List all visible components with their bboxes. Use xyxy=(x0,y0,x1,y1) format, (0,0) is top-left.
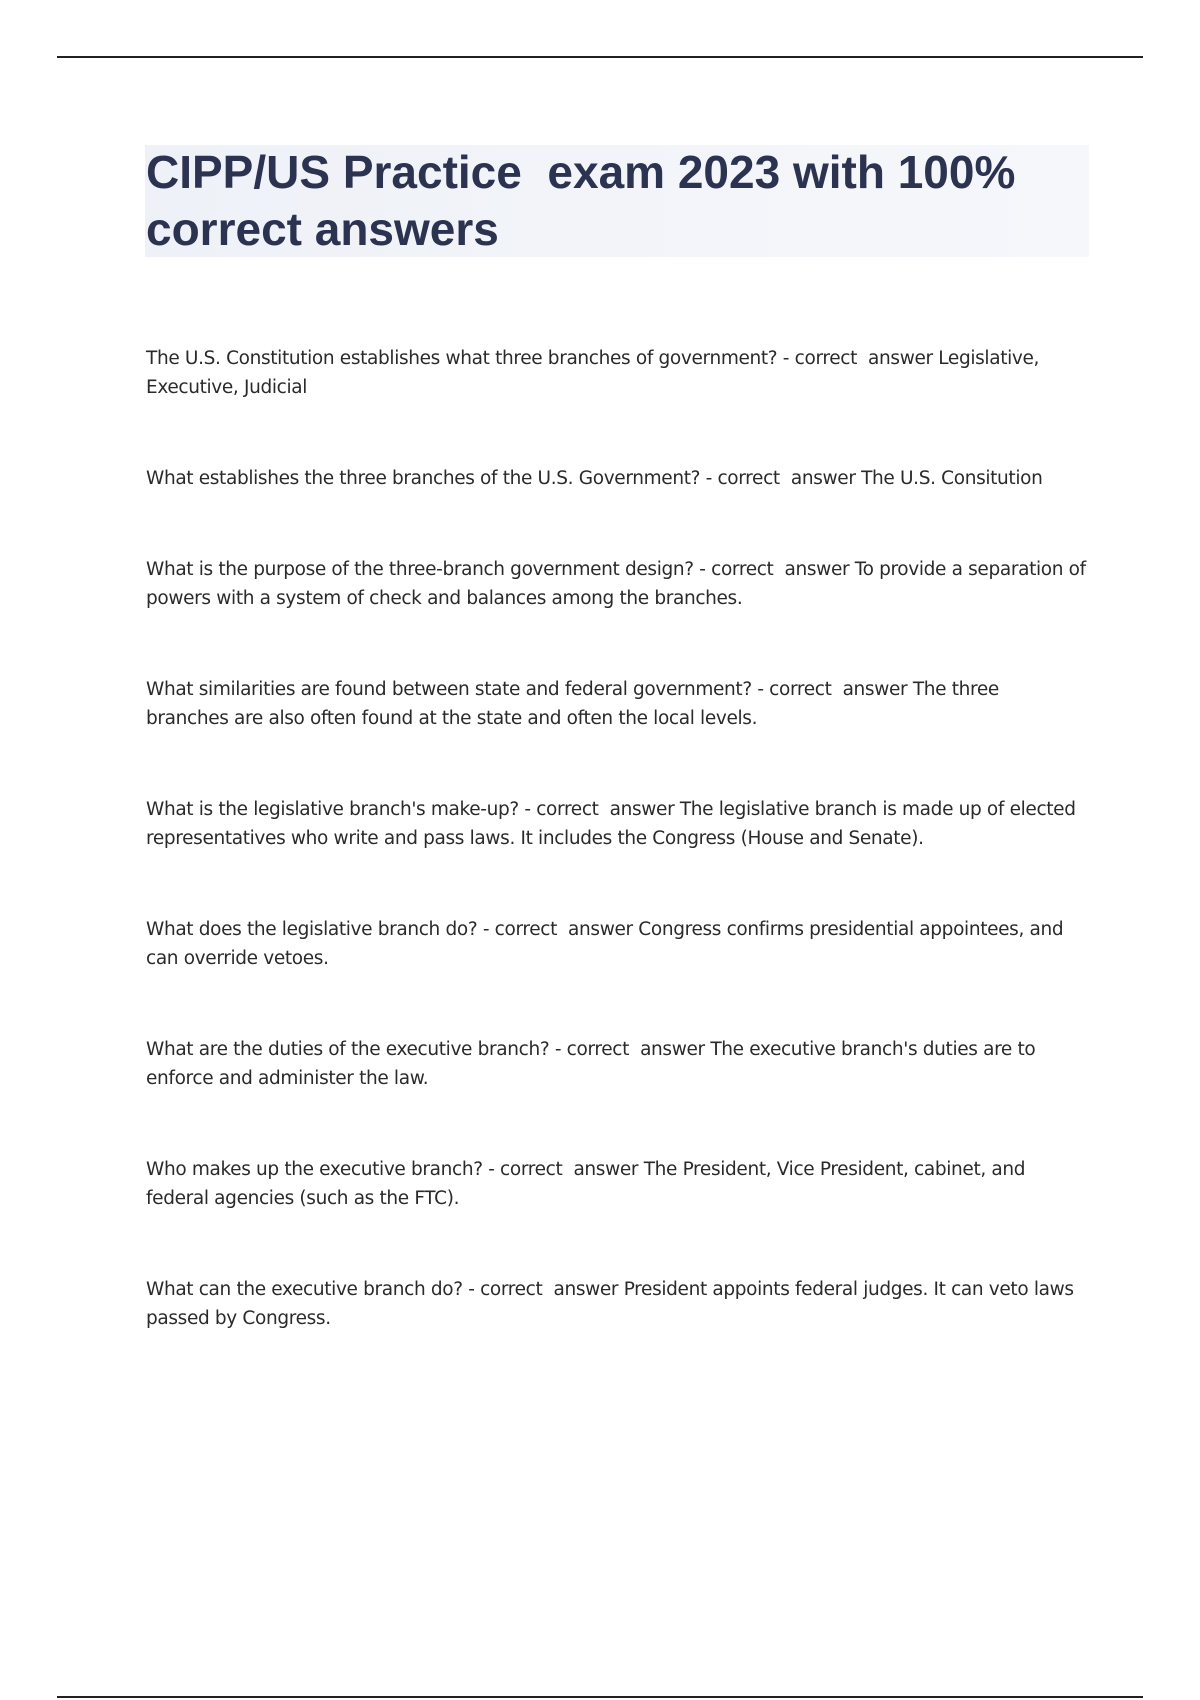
document-title: CIPP/US Practice exam 2023 with 100% correct answers xyxy=(146,146,1029,255)
qa-item-7: What are the duties of the executive branch? - correct answer The executive branch's duties are to enforce and administer the law. xyxy=(146,1039,1041,1089)
qa-item-8: Who makes up the executive branch? - correct answer The President, Vice President, cabinet, and federal agencies (such as the FTC). xyxy=(146,1159,1031,1209)
qa-item-9: What can the executive branch do? - correct answer President appoints federal judges. It can veto laws passed by Congress. xyxy=(146,1279,1080,1329)
qa-item-2: What establishes the three branches of the U.S. Government? - correct answer The U.S. Consitution xyxy=(146,468,1043,489)
qa-item-4: What similarities are found between state and federal government? - correct answer The three branches are also often found at the state and often the local levels. xyxy=(146,679,1005,729)
qa-item-5: What is the legislative branch's make-up? - correct answer The legislative branch is made up of elected representatives who write and pass laws. It includes the Congress (House and Senate). xyxy=(146,799,1082,849)
qa-list xyxy=(146,344,1092,1395)
qa-item-6: What does the legislative branch do? - correct answer Congress confirms presidential appointees, and can override vetoes. xyxy=(146,919,1069,969)
qa-item-3: What is the purpose of the three-branch government design? - correct answer To provide a separation of powers with a system of check and balances among the branches. xyxy=(146,559,1092,609)
bottom-rule xyxy=(57,1696,1143,1698)
top-rule xyxy=(57,56,1143,58)
qa-item-1: The U.S. Constitution establishes what three branches of government? - correct answer Legislative, Executive, Judicial xyxy=(146,348,1045,398)
